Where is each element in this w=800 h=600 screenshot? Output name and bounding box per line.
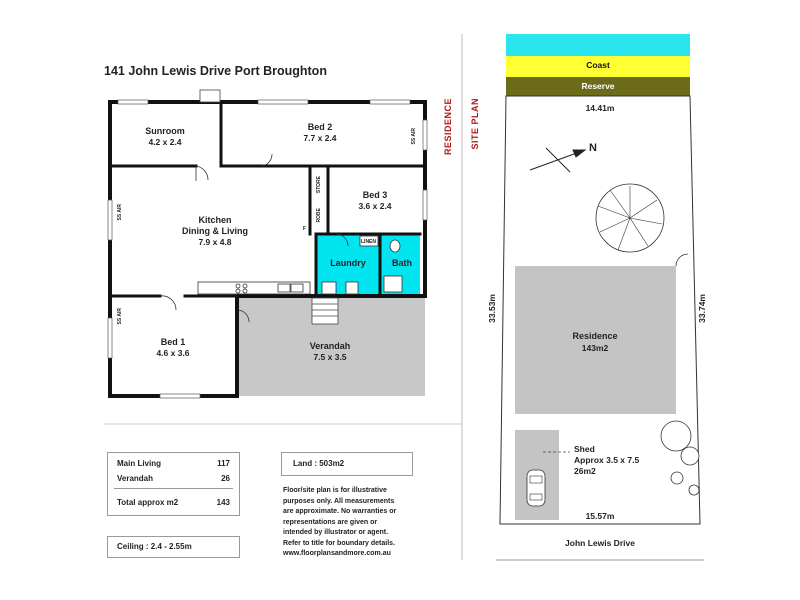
residence-site-label: Residence: [572, 331, 618, 341]
site-plan-heading: SITE PLAN: [470, 98, 480, 150]
laundry-label: Laundry: [330, 258, 366, 268]
residence-area-label: 143m2: [581, 343, 609, 353]
summary-row-value: 26: [221, 474, 230, 483]
ceiling-text: Ceiling : 2.4 - 2.55m: [117, 542, 192, 551]
disclaimer-line: Refer to title for boundary details.: [283, 539, 396, 547]
top-width-label: 14.41m: [585, 103, 615, 113]
right-depth-label: 33.74m: [697, 294, 707, 323]
bed2-size: 7.7 x 2.4: [303, 133, 337, 143]
disclaimer-line: www.floorplansandmore.com.au: [283, 550, 391, 557]
robe-label: ROBE: [316, 208, 322, 223]
coast-label: Coast: [586, 60, 610, 70]
bed2-label: Bed 2: [307, 122, 333, 132]
residence-heading: RESIDENCE: [443, 98, 453, 156]
sunroom-size: 4.2 x 2.4: [148, 137, 182, 147]
ss-air-living: SS AIR: [117, 204, 123, 221]
summary-row-label: Verandah: [117, 474, 154, 483]
car-icon: [527, 470, 545, 506]
page-title: 141 John Lewis Drive Port Broughton: [104, 64, 327, 78]
linen-label: LINEN: [361, 239, 376, 245]
tree-icon: [596, 184, 664, 252]
shed-area-label: 26m2: [574, 466, 596, 476]
ss-air-bed1: SS AIR: [117, 308, 123, 325]
sunroom-label: Sunroom: [145, 126, 185, 136]
reserve-label: Reserve: [581, 81, 615, 91]
bed1-size: 4.6 x 3.6: [156, 348, 190, 358]
water-band: [506, 34, 690, 56]
summary-row-label: Main Living: [117, 459, 161, 468]
disclaimer-line: purposes only. All measurements: [283, 497, 395, 505]
summary-row-value: 117: [217, 459, 230, 468]
shed-size-label: Approx 3.5 x 7.5: [574, 455, 640, 465]
shed-label: Shed: [574, 444, 595, 454]
bed3-size: 3.6 x 2.4: [358, 201, 392, 211]
kitchen-label: Kitchen: [198, 215, 232, 225]
summary-total-label: Total approx m2: [117, 498, 179, 507]
bed1-label: Bed 1: [160, 337, 186, 347]
left-depth-label: 33.53m: [487, 294, 497, 323]
street-label: John Lewis Drive: [565, 538, 635, 548]
verandah-label: Verandah: [309, 341, 351, 351]
ss-air-bed2: SS AIR: [411, 128, 417, 145]
store-label: STORE: [316, 176, 322, 194]
kitchen-size: 7.9 x 4.8: [198, 237, 232, 247]
bed3-label: Bed 3: [362, 190, 388, 200]
fridge-label: F: [303, 226, 307, 232]
land-text: Land : 503m2: [293, 459, 345, 468]
disclaimer-line: representations are given or: [283, 518, 378, 526]
bath-label: Bath: [392, 258, 412, 268]
disclaimer-line: are approximate. No warranties or: [283, 508, 397, 515]
north-label: N: [589, 142, 597, 154]
dining-living-label: Dining & Living: [182, 226, 248, 236]
summary-total-value: 143: [216, 498, 230, 507]
disclaimer-line: Floor/site plan is for illustrative: [283, 487, 387, 494]
disclaimer-line: intended by illustrator or agent.: [283, 529, 389, 536]
verandah-size: 7.5 x 3.5: [313, 352, 347, 362]
bottom-width-label: 15.57m: [585, 511, 615, 521]
